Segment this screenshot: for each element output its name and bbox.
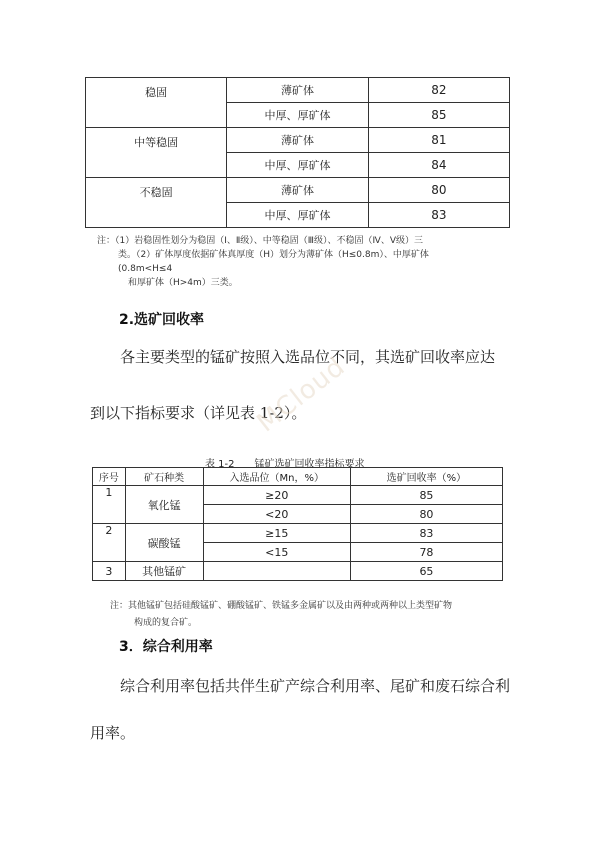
recovery-cell: 80 [350,505,502,524]
note-line: (0.8m<H≤4 [118,264,173,274]
paragraph-line: 用率。 [90,724,136,742]
paragraph-line: 到以下指标要求（详见表 1-2）。 [90,404,307,422]
recovery-value-cell: 84 [368,153,509,178]
grade-cell: ≥20 [203,486,350,505]
note-line: 注：（1）岩稳固性划分为稳固（Ⅰ、Ⅱ级）、中等稳固（Ⅲ级）、不稳固（Ⅳ、Ⅴ级）三 [97,236,423,246]
recovery-cell: 85 [350,486,502,505]
orebody-type-cell: 薄矿体 [227,178,368,203]
row-number-cell: 1 [93,486,126,524]
table-row [86,178,510,203]
watermark-logo: MCloud [251,351,352,439]
table-header-row [93,468,503,486]
ore-type-cell: 碳酸锰 [125,524,203,562]
ore-type-cell: 氧化锰 [125,486,203,524]
table-beneficiation-recovery [92,467,503,581]
stability-cell: 不稳固 [86,178,227,228]
orebody-type-cell: 中厚、厚矿体 [227,203,368,228]
table-stability-recovery [85,77,510,228]
grade-cell [203,562,350,581]
recovery-value-cell: 81 [368,128,509,153]
header-cell: 序号 [93,468,126,486]
table-row [93,524,503,543]
orebody-type-cell: 薄矿体 [227,128,368,153]
paragraph-line: 综合利用率包括共伴生矿产综合利用率、尾矿和废石综合利 [120,677,511,695]
table-row [93,562,503,581]
orebody-type-cell: 中厚、厚矿体 [227,103,368,128]
grade-cell: <15 [203,543,350,562]
header-cell: 矿石种类 [125,468,203,486]
paragraph-line: 各主要类型的锰矿按照入选品位不同，其选矿回收率应达 [120,348,496,366]
section-heading: 3．综合利用率 [119,639,213,655]
note-line: 注：其他锰矿包括硅酸锰矿、硼酸锰矿、铁锰多金属矿以及由两种或两种以上类型矿物 [110,601,453,611]
row-number-cell: 3 [93,562,126,581]
section-heading: 2.选矿回收率 [119,312,205,328]
recovery-cell: 78 [350,543,502,562]
table-row [93,486,503,505]
row-number-cell: 2 [93,524,126,562]
note-line: 构成的复合矿。 [134,618,198,628]
stability-cell: 中等稳固 [86,128,227,178]
recovery-value-cell: 85 [368,103,509,128]
note-line: 类。（2）矿体厚度依据矿体真厚度（H）划分为薄矿体（H≤0.8m）、中厚矿体 [118,250,429,260]
header-cell: 入选品位（Mn，%） [203,468,350,486]
recovery-value-cell: 83 [368,203,509,228]
grade-cell: ≥15 [203,524,350,543]
recovery-cell: 65 [350,562,502,581]
table-caption: 表 1-2 锰矿选矿回收率指标要求 [205,459,365,470]
recovery-value-cell: 80 [368,178,509,203]
recovery-value-cell: 82 [368,78,509,103]
grade-cell: <20 [203,505,350,524]
note-line: 和厚矿体（H>4m）三类。 [128,278,238,288]
stability-cell: 稳固 [86,78,227,128]
orebody-type-cell: 中厚、厚矿体 [227,153,368,178]
header-cell: 选矿回收率（%） [350,468,502,486]
table-row [86,128,510,153]
ore-type-cell: 其他锰矿 [125,562,203,581]
table1-note [97,234,517,290]
orebody-type-cell: 薄矿体 [227,78,368,103]
table2-note [110,598,520,632]
table-row [86,78,510,103]
recovery-cell: 83 [350,524,502,543]
